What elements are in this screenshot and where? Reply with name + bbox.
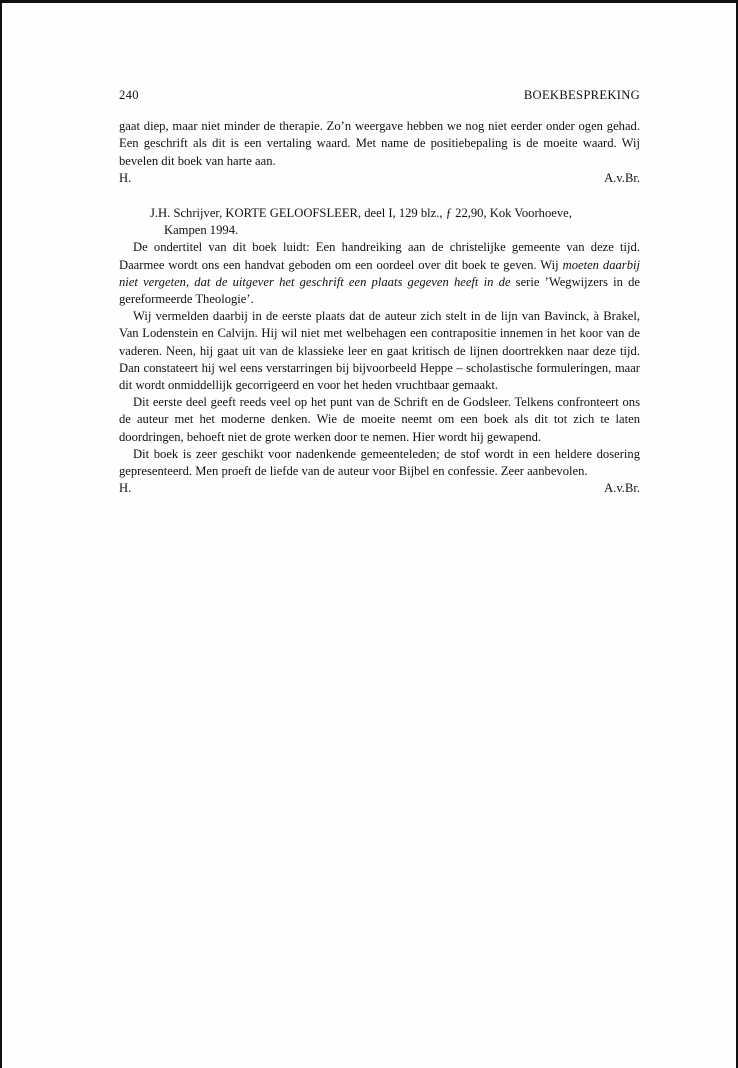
signature-right: A.v.Br. — [604, 481, 640, 496]
book-citation — [119, 205, 640, 239]
paragraph-1-text-a: De ondertitel van dit boek luidt: Een handreiking aan de christelijke gemeente van deze tijd. Daarmee wordt ons een handvat geboden om een oordeel over dit boek te geven. Wij — [119, 240, 640, 272]
section-gap — [119, 187, 640, 205]
review-2-paragraph-4: Dit boek is zeer geschikt voor nadenkende gemeenteleden; de stof wordt in een heldere dosering gepresenteerd. Men proeft de liefde van de auteur voor Bijbel en confessie. Zeer aanbevolen. — [119, 446, 640, 479]
paragraph-1-text-b: serie ’Wegwijzers in de gereformeerde Theologie’. — [119, 274, 640, 307]
running-head — [119, 87, 640, 104]
review-1-signature — [119, 170, 640, 187]
review-2 — [119, 205, 640, 497]
review-2-signature — [119, 480, 640, 497]
review-2-paragraph-3: Dit eerste deel geeft reeds veel op het punt van de Schrift en de Godsleer. Telkens confronteert ons de auteur met het moderne denken. Wie de moeite neemt om een boek als dit tot zich te laten doordringen, behoeft niet de grote werken door te nemen. Hier wordt hij gewapend. — [119, 395, 640, 444]
paragraph-1-italic: moeten daarbij niet vergeten, dat de uitgever het geschrift een plaats gegeven heeft in de — [119, 257, 641, 289]
review-1-paragraph: gaat diep, maar niet minder de therapie. Zo’n weergave hebben we nog niet eerder onder ogen gehad. Een geschrift als dit is een vertaling waard. Met name de positiebepaling is de moeite waard. Wij bevelen dit boek van harte aan. — [119, 119, 640, 168]
signature-left: H. — [119, 170, 132, 185]
citation-line-1: J.H. Schrijver, KORTE GELOOFSLEER, deel I, 129 blz., ƒ 22,90, Kok Voorhoeve, — [150, 206, 572, 221]
page-number: 240 — [119, 88, 139, 102]
signature-right: A.v.Br. — [604, 170, 640, 185]
signature-left: H. — [119, 481, 132, 496]
text-block — [119, 87, 640, 497]
review-1 — [119, 118, 640, 187]
review-2-paragraph-2: Wij vermelden daarbij in de eerste plaats dat de auteur zich stelt in de lijn van Bavinck, à Brakel, Van Lodenstein en Calvijn. Hij wil niet met welbehagen een contrapositie innemen in het koor van de vaderen. Neen, hij gaat uit van de klassieke leer en gaat kritisch de lijnen doortrekken naar deze tijd. Dan constateert hij wel eens verstarringen bij bijvoorbeeld Heppe – scholastische formuleringen, maar dit wordt onmiddellijk gecorrigeerd en voor het heden vruchtbaar gemaakt. — [119, 309, 640, 393]
citation-line-2: Kampen 1994. — [164, 223, 239, 238]
review-2-paragraph-1 — [119, 239, 640, 308]
running-title: BOEKBESPREKING — [523, 88, 640, 102]
